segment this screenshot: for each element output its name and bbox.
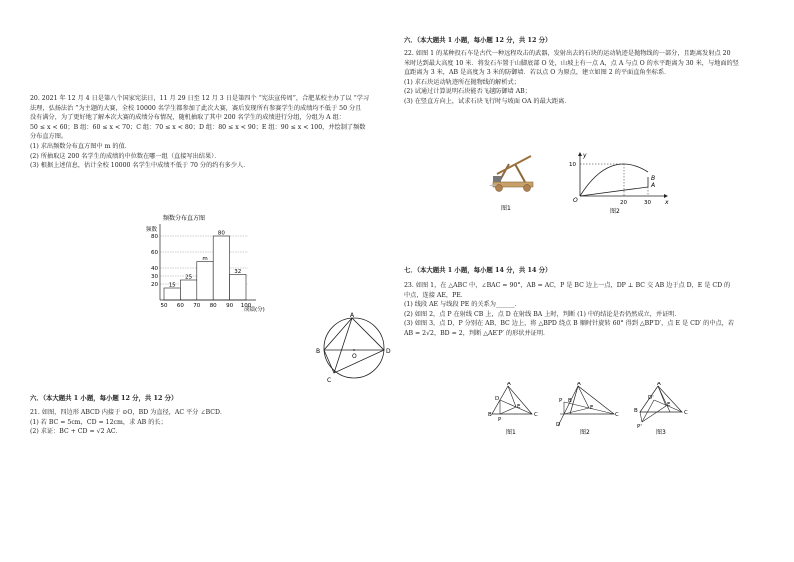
question-22: [404, 36, 774, 107]
center-dot: [353, 349, 355, 351]
q23-part-1: (1) 线段 AE 与线段 PE 的关系为______．: [404, 301, 521, 309]
histogram-bar: [164, 288, 180, 300]
q22-line: 米时达到最大高度 10 米．将发石车置于山脚底部 O 处，山坡上有一点 A，点 A 与点 O 的水平距离为 30 米，与地面的竖: [404, 59, 739, 67]
catapult-figure: [487, 150, 543, 214]
point-b-label: B: [651, 175, 656, 182]
q23-part-2: (2) 如图 2，点 P 在射线 CB 上，点 D 在射线 BA 上时，判断 (1) 中的结论是否仍然成立，并证明．: [404, 310, 681, 318]
catapult-illustration: [489, 156, 533, 192]
figure-caption: 图2: [580, 429, 590, 436]
q20-line: 没有满分，为了更好地了解本次大赛的成绩分布情况，随机抽取了其中 200 名学生的成绩进行分组，分组为 A 组：: [30, 114, 345, 122]
svg-text:B: B: [634, 408, 638, 414]
q22-line: 直距离为 3 米，AB 是高度为 3 米的防御墙．若以点 O 为原点，建立如图 2 的平面直角坐标系．: [404, 69, 671, 77]
svg-text:C: C: [615, 412, 619, 418]
svg-text:D: D: [495, 396, 500, 402]
label-a: A: [350, 312, 355, 319]
svg-text:P: P: [559, 398, 563, 404]
chart-xlabel: 成绩(分): [244, 307, 265, 313]
histogram-bar: [213, 236, 229, 300]
q20-part-1: (1) 求出频数分布直方图中 m 的值．: [30, 143, 131, 151]
origin-label: O: [573, 197, 578, 204]
question-20: [30, 94, 380, 171]
y-tick-label: 60: [151, 250, 158, 256]
figure-caption: 图3: [656, 429, 666, 436]
circle-o: [324, 318, 384, 378]
tick-20: 20: [620, 200, 627, 206]
section-heading: 六．（本大题共 1 小题，每小题 12 分，共 12 分）: [404, 36, 552, 44]
q23-line: AB = 2√2，BD = 2，判断 △AE′P′ 的形状并证明．: [404, 329, 550, 337]
svg-text:A: A: [577, 382, 581, 387]
diagonal-ac: [334, 318, 352, 373]
x-tick-label: 100: [240, 303, 252, 309]
x-tick-label: 80: [209, 303, 217, 309]
svg-text:B: B: [488, 412, 492, 418]
tick-10: 10: [569, 162, 576, 168]
bar-value-label: m: [202, 256, 208, 263]
svg-text:A: A: [507, 382, 511, 387]
triangle-figure-1: [488, 382, 542, 438]
bar-value-label: 32: [234, 268, 242, 275]
figure-caption: 图1: [506, 429, 516, 436]
q23-part-3: (3) 如图 3，点 D，P 分别在 AB，BC 边上，将 △BPD 绕点 B 顺时针旋转 60° 得到 △BP′D′，点 E 是 CD′ 的中点，若: [404, 320, 735, 328]
q22-line: 22. 如图 1 的某种投石车是古代一种远程攻击的武器，发射出去的石块的运动轨迹是抛物线的一部分，且距离发射点 20: [404, 49, 731, 57]
q22-part-1: (1) 求石块运动轨迹所在抛物线的解析式；: [404, 78, 520, 86]
svg-text:P: P: [498, 417, 502, 423]
q20-line: 50 ≤ x < 60；B 组：60 ≤ x < 70；C 组：70 ≤ x < 80；D 组：80 ≤ x < 90；E 组：90 ≤ x < 100，并绘制了频数: [30, 123, 366, 131]
histogram-bar: [230, 274, 246, 300]
point-a-label: A: [651, 182, 656, 189]
svg-text:E: E: [667, 402, 671, 408]
figure-2-caption: 图2: [610, 208, 620, 215]
label-o: O: [352, 353, 357, 360]
label-d: D: [386, 348, 391, 355]
histogram-chart: [138, 212, 278, 317]
question-21: [30, 394, 380, 437]
x-tick-label: 70: [193, 303, 201, 309]
label-c: C: [327, 377, 332, 384]
section-heading: 七．（本大题共 1 小题，每小题 14 分，共 14 分）: [404, 266, 552, 274]
svg-text:E: E: [517, 404, 521, 410]
y-tick-label: 80: [151, 234, 158, 240]
q20-line: 法理，弘扬法治 ”为主题的大赛，全校 10000 名学生都参加了此次大赛，赛后发现所有参赛学生的成绩均不低于 50 分且: [30, 104, 362, 112]
q23-line: 中点，连接 AE，PE．: [404, 291, 467, 299]
bar-value-label: 80: [217, 230, 225, 237]
svg-text:A: A: [657, 382, 661, 387]
q22-part-2: (2) 试通过计算说明石块能否飞越防御墙 AB；: [404, 88, 531, 96]
bar-value-label: 25: [185, 274, 193, 281]
triangle-figure-3: [632, 382, 696, 438]
bar-value-label: 15: [168, 282, 176, 289]
svg-text:D': D': [648, 395, 654, 401]
histogram-bar: [197, 262, 213, 300]
chart-title: 频数分布直方图: [163, 215, 206, 222]
x-tick-label: 50: [160, 303, 168, 309]
q23-line: 23. 如图 1，在 △ABC 中，∠BAC = 90°，AB = AC，P 是 BC 边上一点，DP ⊥ BC 交 AB 边于点 D，E 是 CD 的: [404, 281, 731, 289]
trajectory-graph: [564, 150, 674, 216]
histogram-bar: [180, 280, 196, 300]
svg-text:P': P': [637, 424, 642, 430]
label-b: B: [316, 348, 321, 355]
q22-part-3: (3) 在竖直方向上，试求石块飞行时与坡面 OA 的最大距离．: [404, 97, 571, 105]
q20-part-3: (3) 根据上述信息，估计全校 10000 名学生中成绩不低于 70 分的约有多少人．: [30, 162, 250, 170]
q21-line: 21. 如图，四边形 ABCD 内接于 ⊙O，BD 为直径，AC 平分 ∠BCD．: [30, 408, 227, 416]
q20-line: 分布直方图。: [30, 133, 68, 141]
y-tick-label: 40: [151, 266, 158, 272]
slope-oa: [580, 187, 648, 196]
tick-30: 30: [644, 200, 651, 206]
q21-part-1: (1) 若 BC = 5cm，CD = 12cm，求 AB 的长；: [30, 418, 167, 426]
svg-text:E: E: [590, 405, 594, 411]
x-tick-label: 60: [176, 303, 184, 309]
axis-x-label: x: [665, 199, 669, 206]
q20-line: 20. 2021 年 12 月 4 日是第八个国家宪法日，11 月 29 日至 12 月 3 日是第四个 “宪法宣传周”，合肥某校主办了以 “学习: [30, 95, 370, 102]
chart-ylabel: 频数: [146, 227, 158, 233]
circle-quadrilateral-figure: [312, 312, 398, 384]
axis-y-label: y: [583, 152, 587, 159]
section-heading: 六．（本大题共 1 小题，每小题 12 分，共 12 分）: [30, 394, 178, 402]
svg-text:D: D: [556, 422, 561, 428]
y-tick-label: 20: [151, 282, 158, 288]
svg-text:B: B: [568, 398, 572, 404]
svg-text:C: C: [684, 410, 688, 416]
x-tick-label: 90: [226, 303, 234, 309]
figure-1-caption: 图1: [501, 205, 511, 212]
svg-text:C: C: [534, 412, 538, 418]
q21-part-2: (2) 求证：BC + CD = √2 AC．: [30, 428, 122, 436]
y-tick-label: 30: [151, 274, 158, 280]
triangle-figure-2: [556, 382, 620, 438]
question-23: [404, 266, 774, 339]
q20-part-2: (2) 所抽取这 200 名学生的成绩的中位数在哪一组（直接写出结果）．: [30, 152, 221, 160]
